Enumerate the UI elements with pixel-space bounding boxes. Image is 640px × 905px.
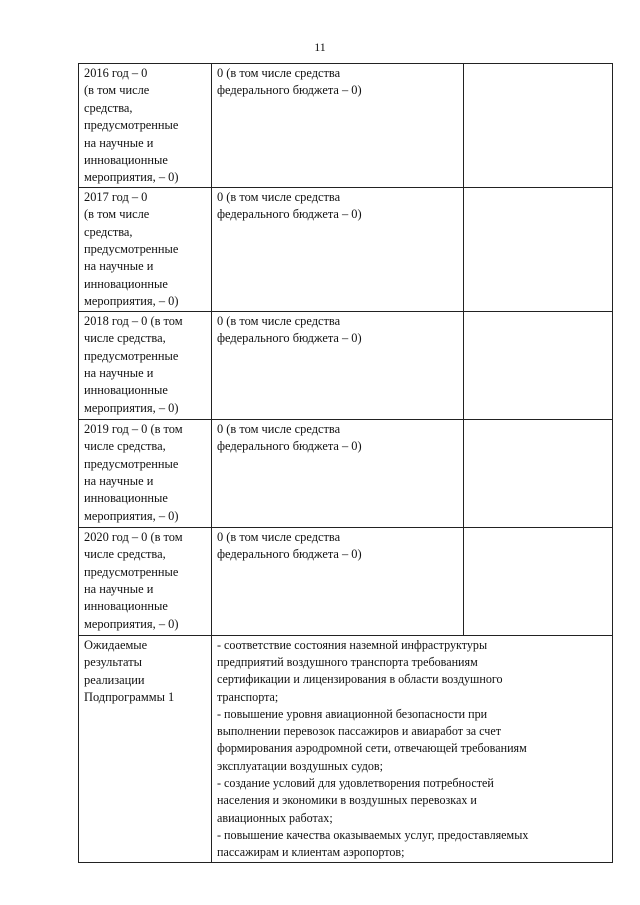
year-cell: 2018 год – 0 (в том числе средства, предусмотренные на научные и инновационные мероприятия, – 0) — [79, 311, 212, 419]
page-number: 11 — [314, 40, 326, 54]
note-cell — [464, 419, 613, 527]
year-cell: 2017 год – 0 (в том числе средства, предусмотренные на научные и инновационные мероприятия, – 0) — [79, 187, 212, 311]
amount-cell: 0 (в том числе средства федерального бюджета – 0) — [212, 419, 464, 527]
results-row — [79, 635, 613, 862]
year-cell: 2019 год – 0 (в том числе средства, предусмотренные на научные и инновационные мероприятия, – 0) — [79, 419, 212, 527]
year-cell: 2020 год – 0 (в том числе средства, предусмотренные на научные и инновационные мероприятия, – 0) — [79, 527, 212, 635]
note-cell — [464, 64, 613, 188]
year-cell: 2016 год – 0 (в том числе средства, предусмотренные на научные и инновационные мероприятия, – 0) — [79, 64, 212, 188]
funding-table — [78, 63, 613, 863]
table-row — [79, 419, 613, 527]
note-cell — [464, 527, 613, 635]
note-cell — [464, 187, 613, 311]
amount-cell: 0 (в том числе средства федерального бюджета – 0) — [212, 64, 464, 188]
note-cell — [464, 311, 613, 419]
table-row — [79, 187, 613, 311]
table-row — [79, 64, 613, 188]
amount-cell: 0 (в том числе средства федерального бюджета – 0) — [212, 311, 464, 419]
amount-cell: 0 (в том числе средства федерального бюджета – 0) — [212, 187, 464, 311]
amount-cell: 0 (в том числе средства федерального бюджета – 0) — [212, 527, 464, 635]
results-text-cell: - соответствие состояния наземной инфраструктуры предприятий воздушного транспорта требованиям сертификации и лицензирования в области воздушного транспорта; - повышение уровня авиационной безопасности при выполнении перевозок пассажиров и авиаработ за счет формирования аэродромной сети, отвечающей требованиям эксплуатации воздушных судов; - создание условий для удовлетворения потребностей населения и экономики в воздушных перевозках и авиационных работах; - повышение качества оказываемых услуг, предоставляемых пассажирам и клиентам аэропортов; — [212, 635, 613, 862]
table-row — [79, 527, 613, 635]
results-label-cell: Ожидаемые результаты реализации Подпрограммы 1 — [79, 635, 212, 862]
table-row — [79, 311, 613, 419]
